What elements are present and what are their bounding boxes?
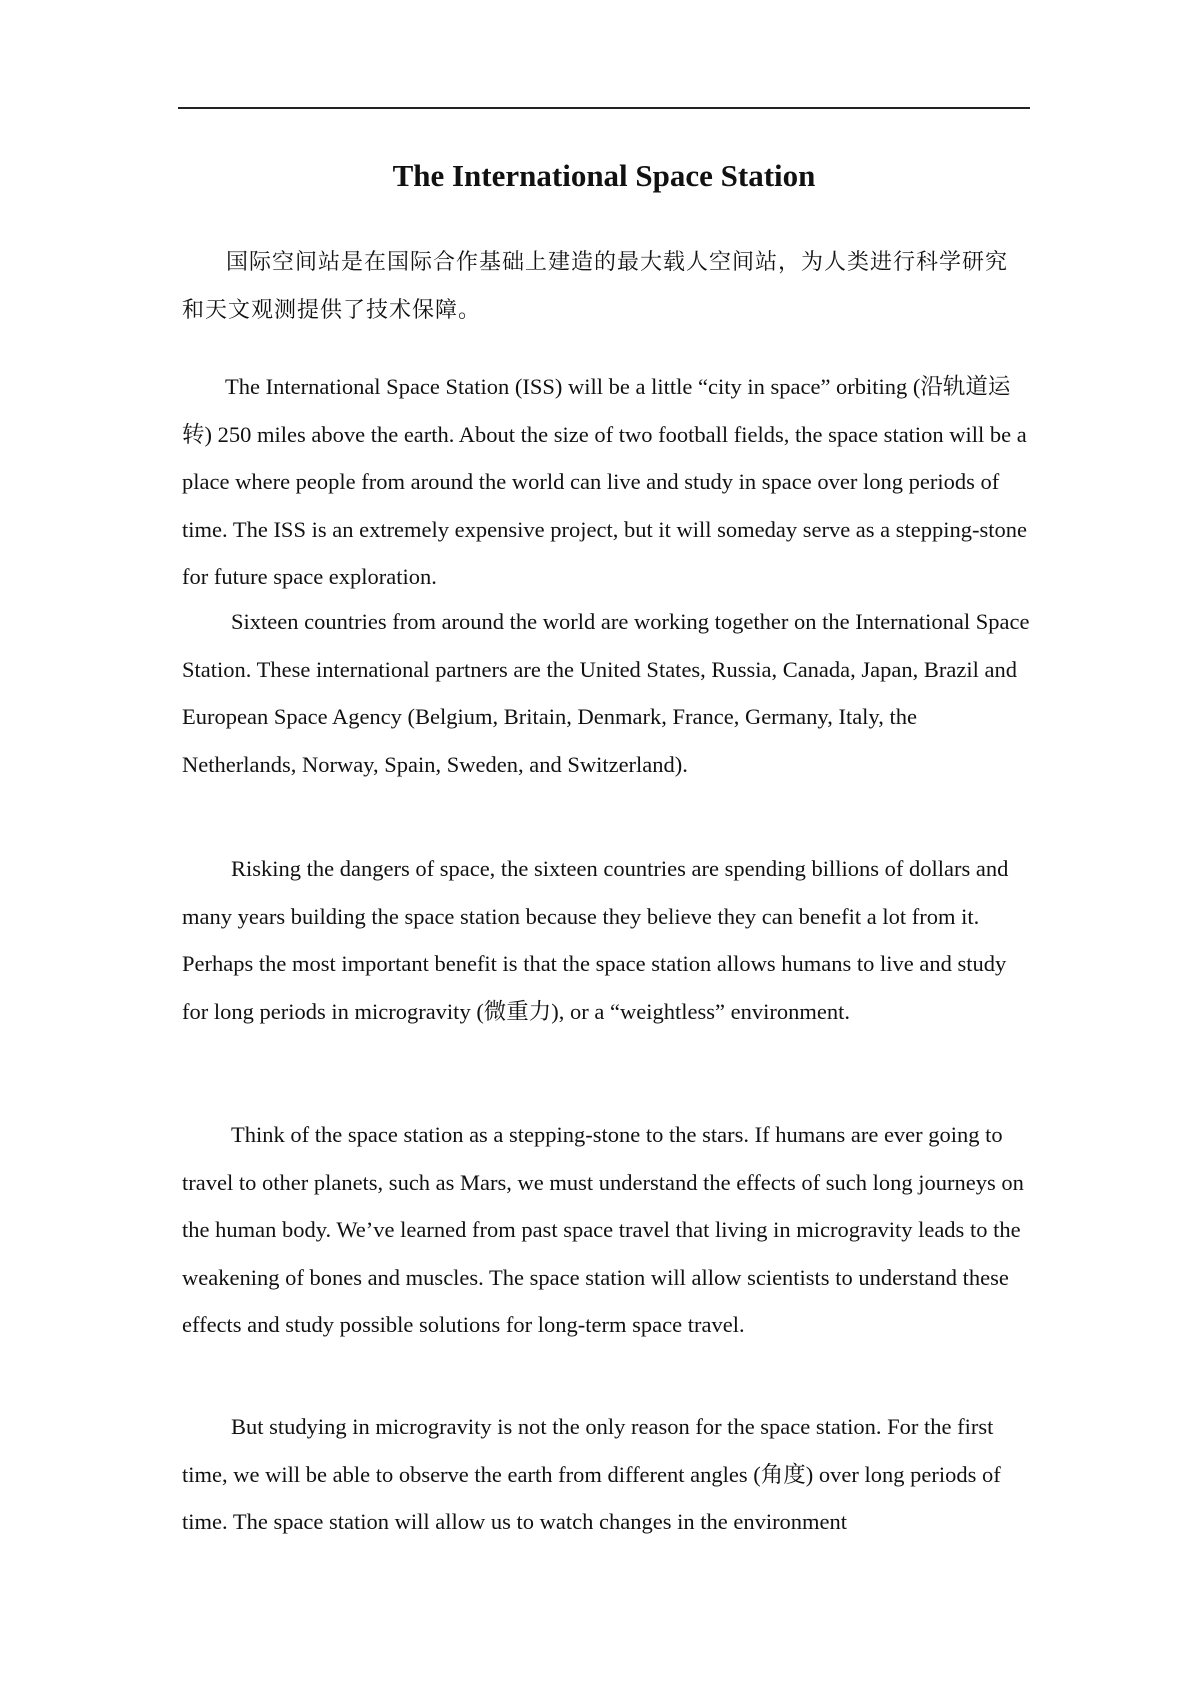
header-rule: [178, 107, 1030, 109]
paragraph-1: The International Space Station (ISS) will be a little “city in space” orbiting (沿轨道运转) 250 miles above the earth. About the size of two football fields, the space station will be a place where people from around the world can live and study in space over long periods of time. The ISS is an extremely expensive project, but it will someday serve as a stepping-stone for future space exploration.: [182, 374, 1028, 589]
paragraph-4: Think of the space station as a stepping-stone to the stars. If humans are ever going to travel to other planets, such as Mars, we must understand the effects of such long journeys on the human body. We’ve learned from past space travel that living in microgravity leads to the weakening of bones and muscles. The space station will allow scientists to understand these effects and study possible solutions for long-term space travel.: [182, 1122, 1024, 1337]
paragraph-5: But studying in microgravity is not the only reason for the space station. For the first time, we will be able to observe the earth from different angles (角度) over long periods of time. The space station will allow us to watch changes in the environment: [182, 1414, 1001, 1534]
chinese-intro: 国际空间站是在国际合作基础上建造的最大载人空间站，为人类进行科学研究和天文观测提供了技术保障。: [182, 249, 1009, 322]
paragraph-3: Risking the dangers of space, the sixteen countries are spending billions of dollars and many years building the space station because they believe they can benefit a lot from it. Perhaps the most important benefit is that the space station allows humans to live and study for long periods in microgravity (微重力), or a “weightless” environment.: [182, 856, 1009, 1024]
page-title: The International Space Station: [392, 158, 816, 193]
paragraph-2: Sixteen countries from around the world are working together on the International Space Station. These international partners are the United States, Russia, Canada, Japan, Brazil and European Space Agency (Belgium, Britain, Denmark, France, Germany, Italy, the Netherlands, Norway, Spain, Sweden, and Switzerland).: [182, 609, 1030, 777]
